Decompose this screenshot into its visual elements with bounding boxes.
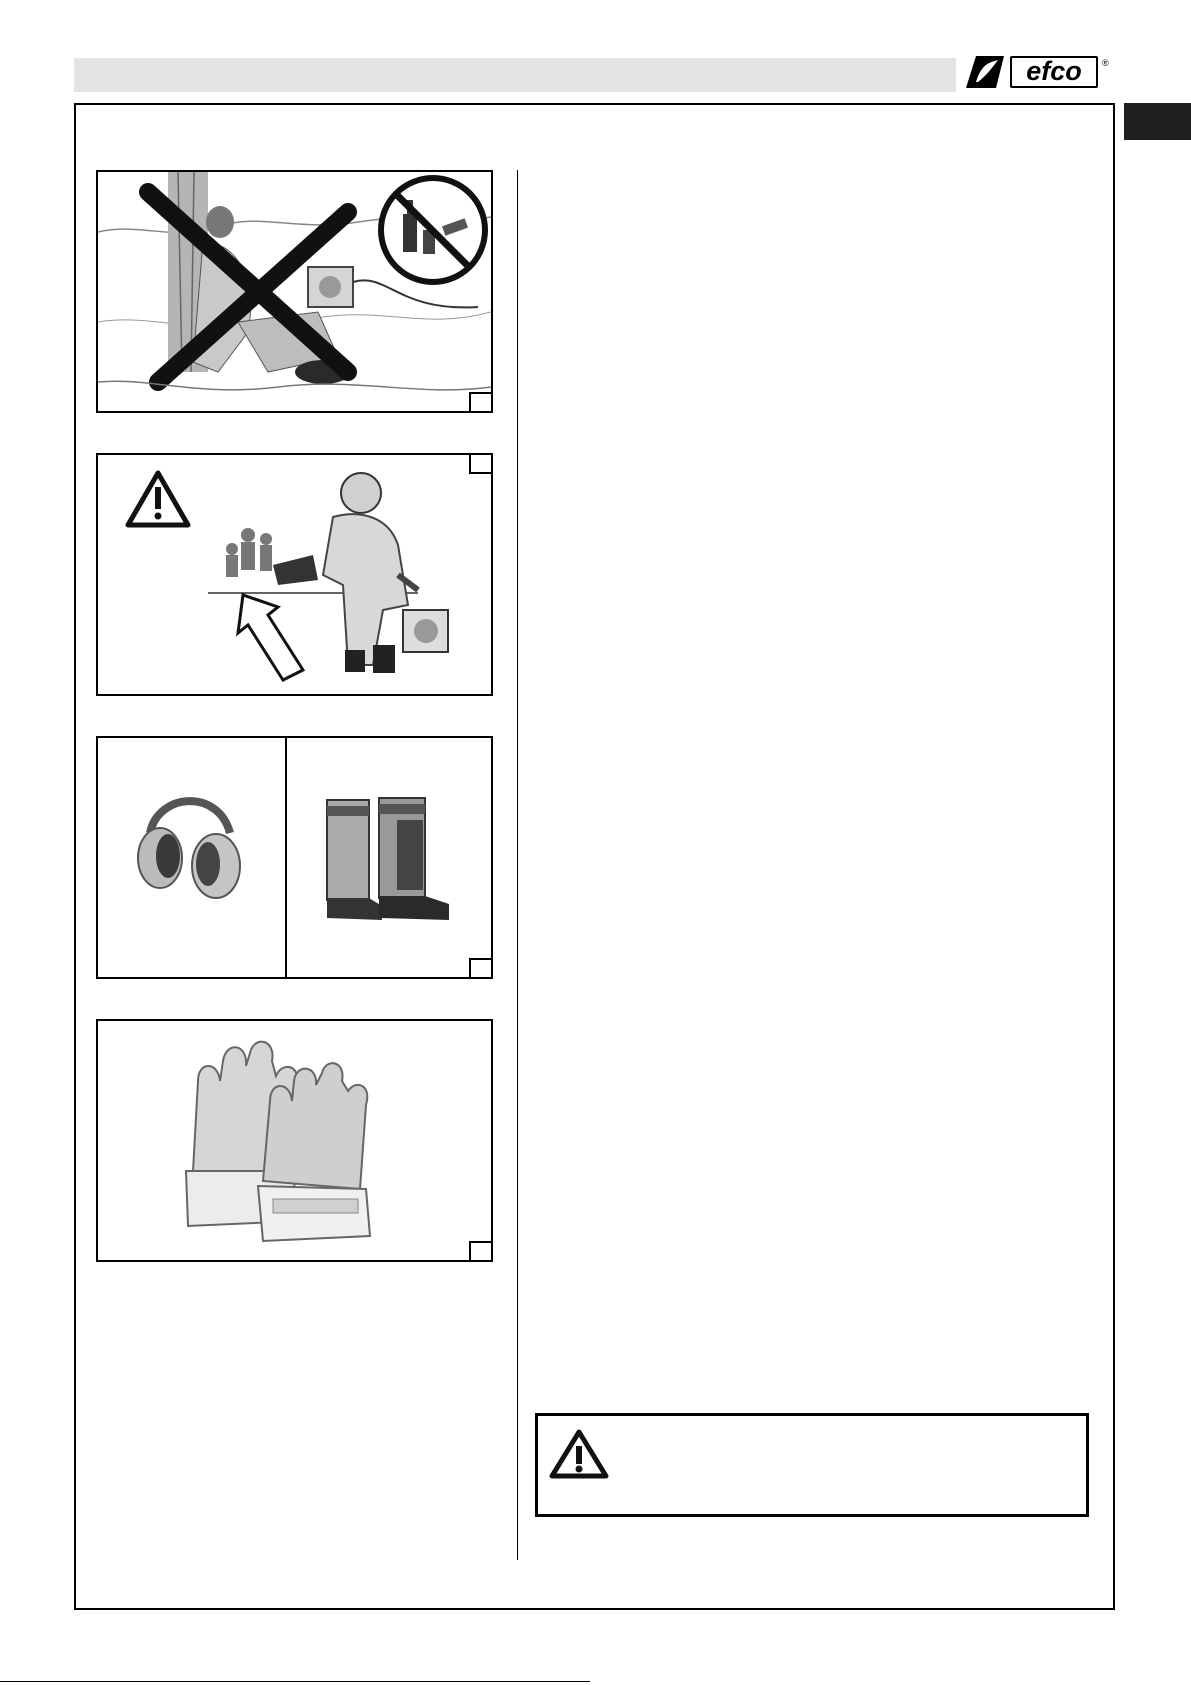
gloves-image — [98, 1021, 491, 1260]
figure-number-box — [469, 392, 493, 413]
ear-muffs-image — [98, 738, 285, 977]
leaf-logo-icon — [962, 52, 1006, 92]
figure-number-box — [469, 453, 493, 474]
footer-rule — [0, 1681, 590, 1682]
figure-number-box — [469, 958, 493, 979]
figure-protective-gear — [96, 736, 493, 979]
header-bar — [74, 58, 956, 92]
illustration-no-alcohol — [98, 172, 491, 411]
section-tab-marker — [1124, 103, 1191, 140]
figure-number-box — [469, 1241, 493, 1262]
efco-logo — [962, 52, 1112, 94]
registered-mark: ® — [1102, 58, 1109, 68]
figure-no-alcohol — [96, 170, 493, 413]
safety-boots-image — [287, 738, 477, 977]
warning-box — [535, 1413, 1089, 1517]
figure-gloves — [96, 1019, 493, 1262]
logo-wordmark: efco — [1010, 56, 1098, 88]
figure-keep-bystanders-away — [96, 453, 493, 696]
column-divider — [517, 170, 518, 1560]
warning-triangle-icon — [548, 1428, 610, 1480]
illustration-bystanders — [98, 455, 491, 694]
